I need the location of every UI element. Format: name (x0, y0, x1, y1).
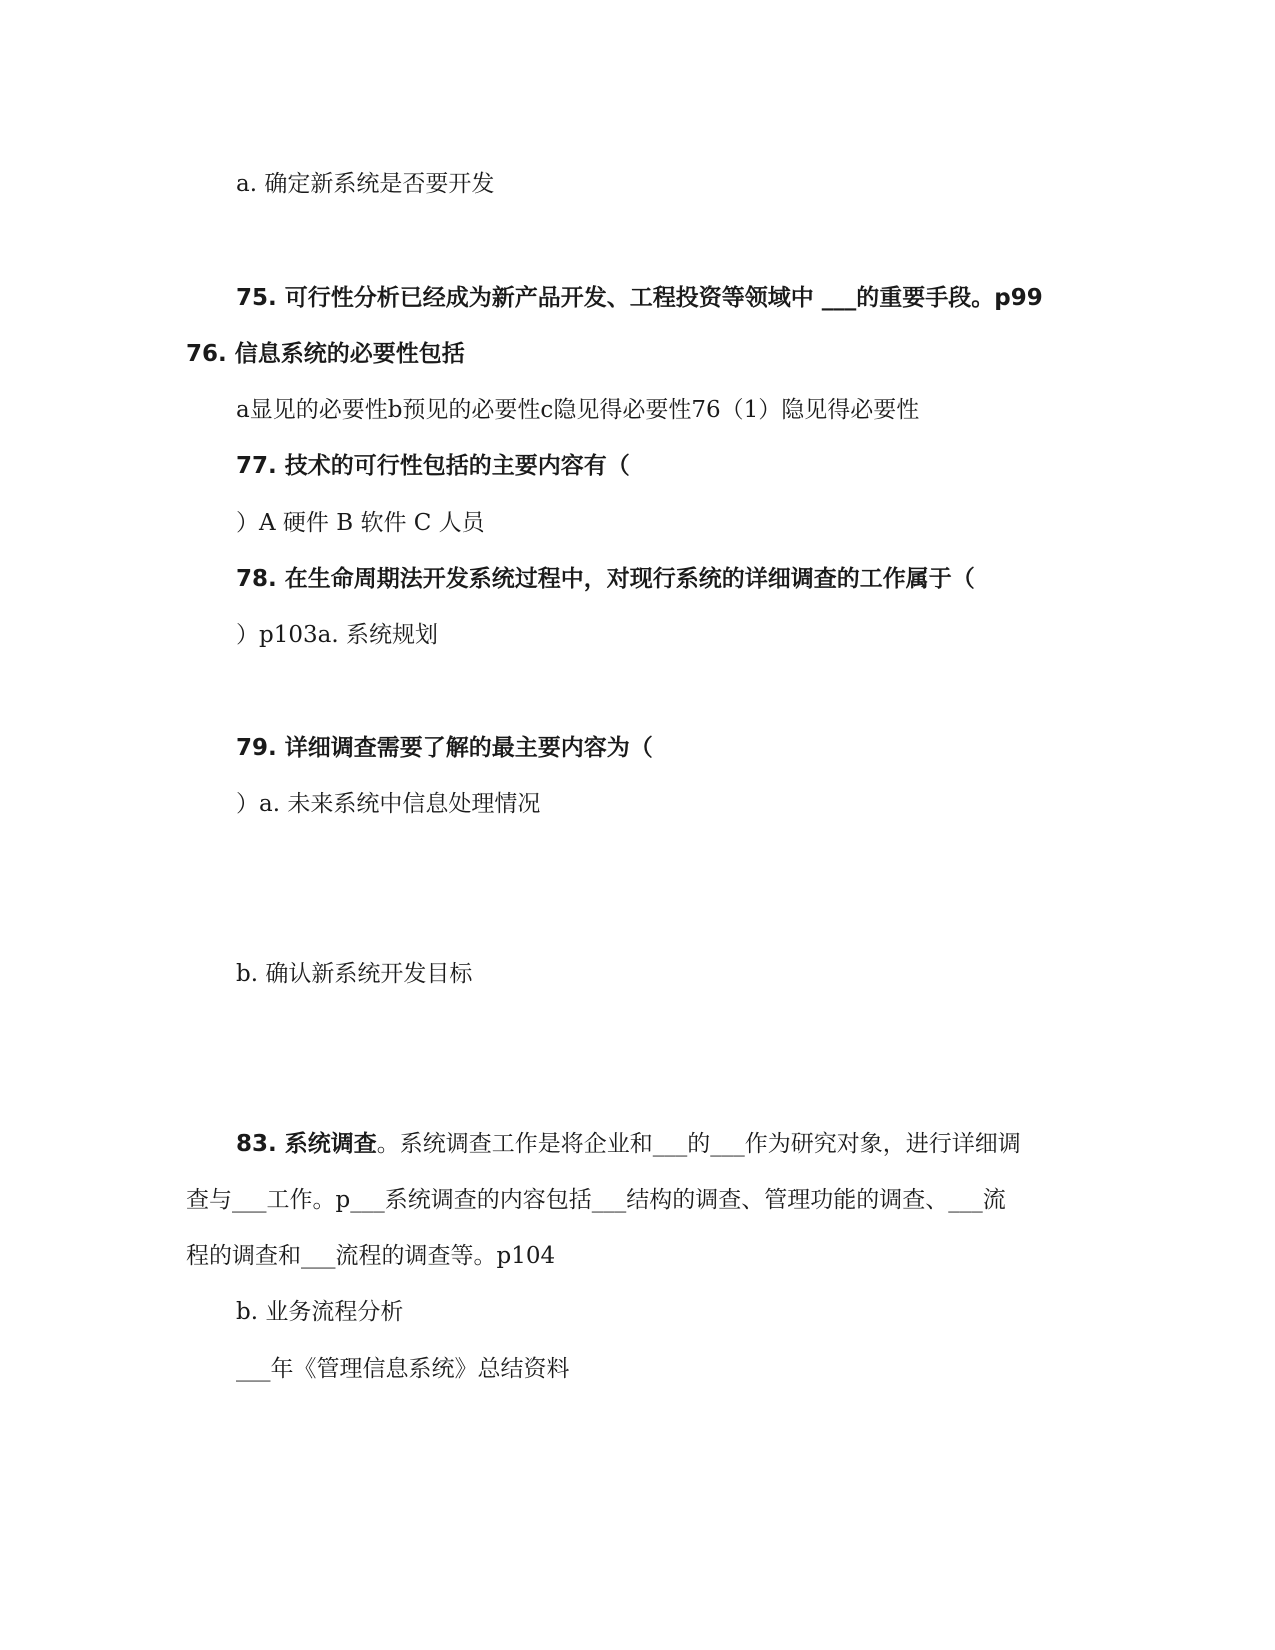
question-77: 77. 技术的可行性包括的主要内容有（ (236, 453, 630, 479)
question-83-line3: 程的调查和___流程的调查等。p104 (186, 1243, 556, 1269)
question-76: 76. 信息系统的必要性包括 (186, 341, 465, 367)
footer-text: ___年《管理信息系统》总结资料 (236, 1356, 570, 1382)
question-83 (236, 1129, 1021, 1159)
question-78: 78. 在生命周期法开发系统过程中，对现行系统的详细调查的工作属于（ (236, 566, 975, 592)
option-a-text: a. 确定新系统是否要开发 (236, 171, 495, 197)
answer-83: b. 业务流程分析 (236, 1299, 404, 1325)
question-79: 79. 详细调查需要了解的最主要内容为（ (236, 735, 653, 761)
question-83-heading: 83. 系统调查 (236, 1131, 377, 1157)
option-b-text: b. 确认新系统开发目标 (236, 961, 473, 987)
question-83-line2: 查与___工作。p___系统调查的内容包括___结构的调查、管理功能的调查、___流 (186, 1187, 1006, 1213)
answer-78: ）p103a. 系统规划 (236, 622, 438, 648)
answer-79: ）a. 未来系统中信息处理情况 (236, 791, 541, 817)
question-75: 75. 可行性分析已经成为新产品开发、工程投资等领域中 ___的重要手段。p99 (236, 285, 1043, 311)
answer-77: ）A 硬件 B 软件 C 人员 (236, 510, 485, 536)
question-83-body: 。系统调查工作是将企业和___的___作为研究对象，进行详细调 (376, 1131, 1021, 1157)
answer-76: a显见的必要性b预见的必要性c隐见得必要性76（1）隐见得必要性 (236, 397, 920, 423)
